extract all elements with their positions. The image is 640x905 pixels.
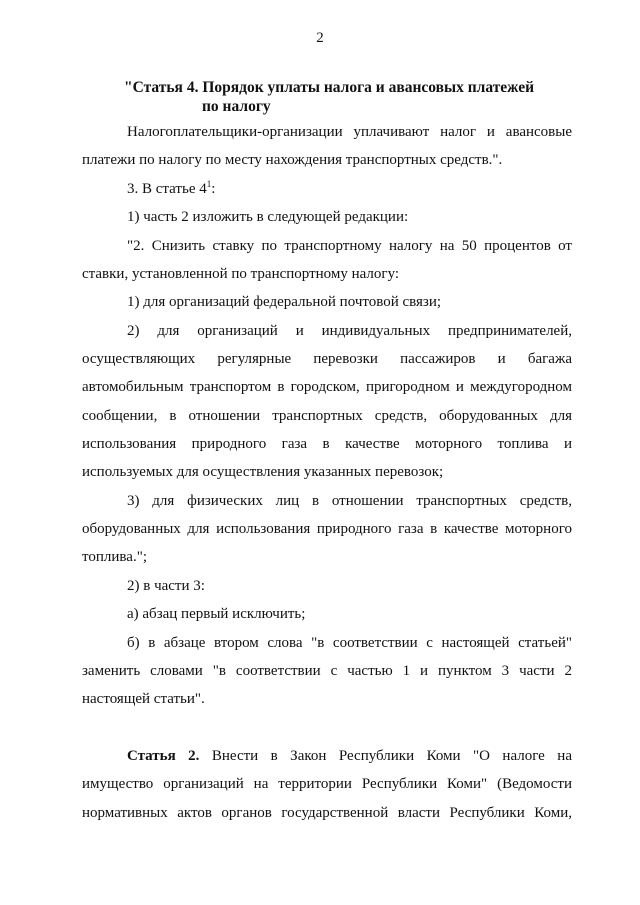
article-2-text: Внести в Закон Республики Коми "О налоге на (199, 748, 572, 764)
paragraph-line: настоящей статьи". (82, 691, 205, 707)
paragraph-line: 3) для физических лиц в отношении транспортных средств, (127, 493, 572, 509)
paragraph-line: Налогоплательщики-организации уплачивают налог и авансовые (127, 124, 572, 140)
paragraph-line: использования природного газа в качестве моторного топлива и (82, 436, 572, 452)
paragraph-line: "2. Снизить ставку по транспортному налогу на 50 процентов от (127, 238, 572, 254)
paragraph-line-item-3 (127, 179, 572, 199)
paragraph-line: топлива."; (82, 549, 147, 565)
paragraph-line: 2) для организаций и индивидуальных предпринимателей, (127, 323, 572, 339)
article-heading (124, 78, 534, 116)
superscript: 1 (206, 179, 212, 189)
paragraph-line: оборудованных для использования природного газа в качестве моторного (82, 521, 572, 537)
article-heading-line-2: по налогу (202, 98, 271, 115)
paragraph-line: б) в абзаце втором слова "в соответствии с настоящей статьей" (127, 635, 572, 651)
paragraph-line: имущество организаций на территории Республики Коми" (Ведомости (82, 776, 572, 792)
paragraph-line: а) абзац первый исключить; (127, 606, 306, 622)
article-heading-line-1: "Статья 4. Порядок уплаты налога и авансовых платежей (124, 79, 535, 96)
paragraph-line: заменить словами "в соответствии с частью 1 и пунктом 3 части 2 (82, 663, 572, 679)
paragraph-line: нормативных актов органов государственной власти Республики Коми, (82, 805, 572, 821)
paragraph-line: сообщении, в отношении транспортных средств, оборудованных для (82, 408, 572, 424)
paragraph-line: 1) часть 2 изложить в следующей редакции: (127, 209, 409, 225)
paragraph-line: автомобильным транспортом в городском, пригородном и междугородном (82, 379, 572, 395)
paragraph-line: 1) для организаций федеральной почтовой связи; (127, 294, 442, 310)
page-number: 2 (316, 30, 324, 46)
item-3-text: 3. В статье 4 (127, 181, 207, 197)
paragraph-line: ставки, установленной по транспортному налогу: (82, 266, 400, 282)
paragraph-line: 2) в части 3: (127, 578, 205, 594)
article-2-line (127, 746, 572, 766)
paragraph-line: осуществляющих регулярные перевозки пассажиров и багажа (82, 351, 572, 367)
paragraph-line: используемых для осуществления указанных перевозок; (82, 464, 444, 480)
item-3-colon: : (211, 181, 216, 197)
article-2-label: Статья 2. (127, 748, 200, 764)
paragraph-line: платежи по налогу по месту нахождения транспортных средств.". (82, 152, 503, 168)
